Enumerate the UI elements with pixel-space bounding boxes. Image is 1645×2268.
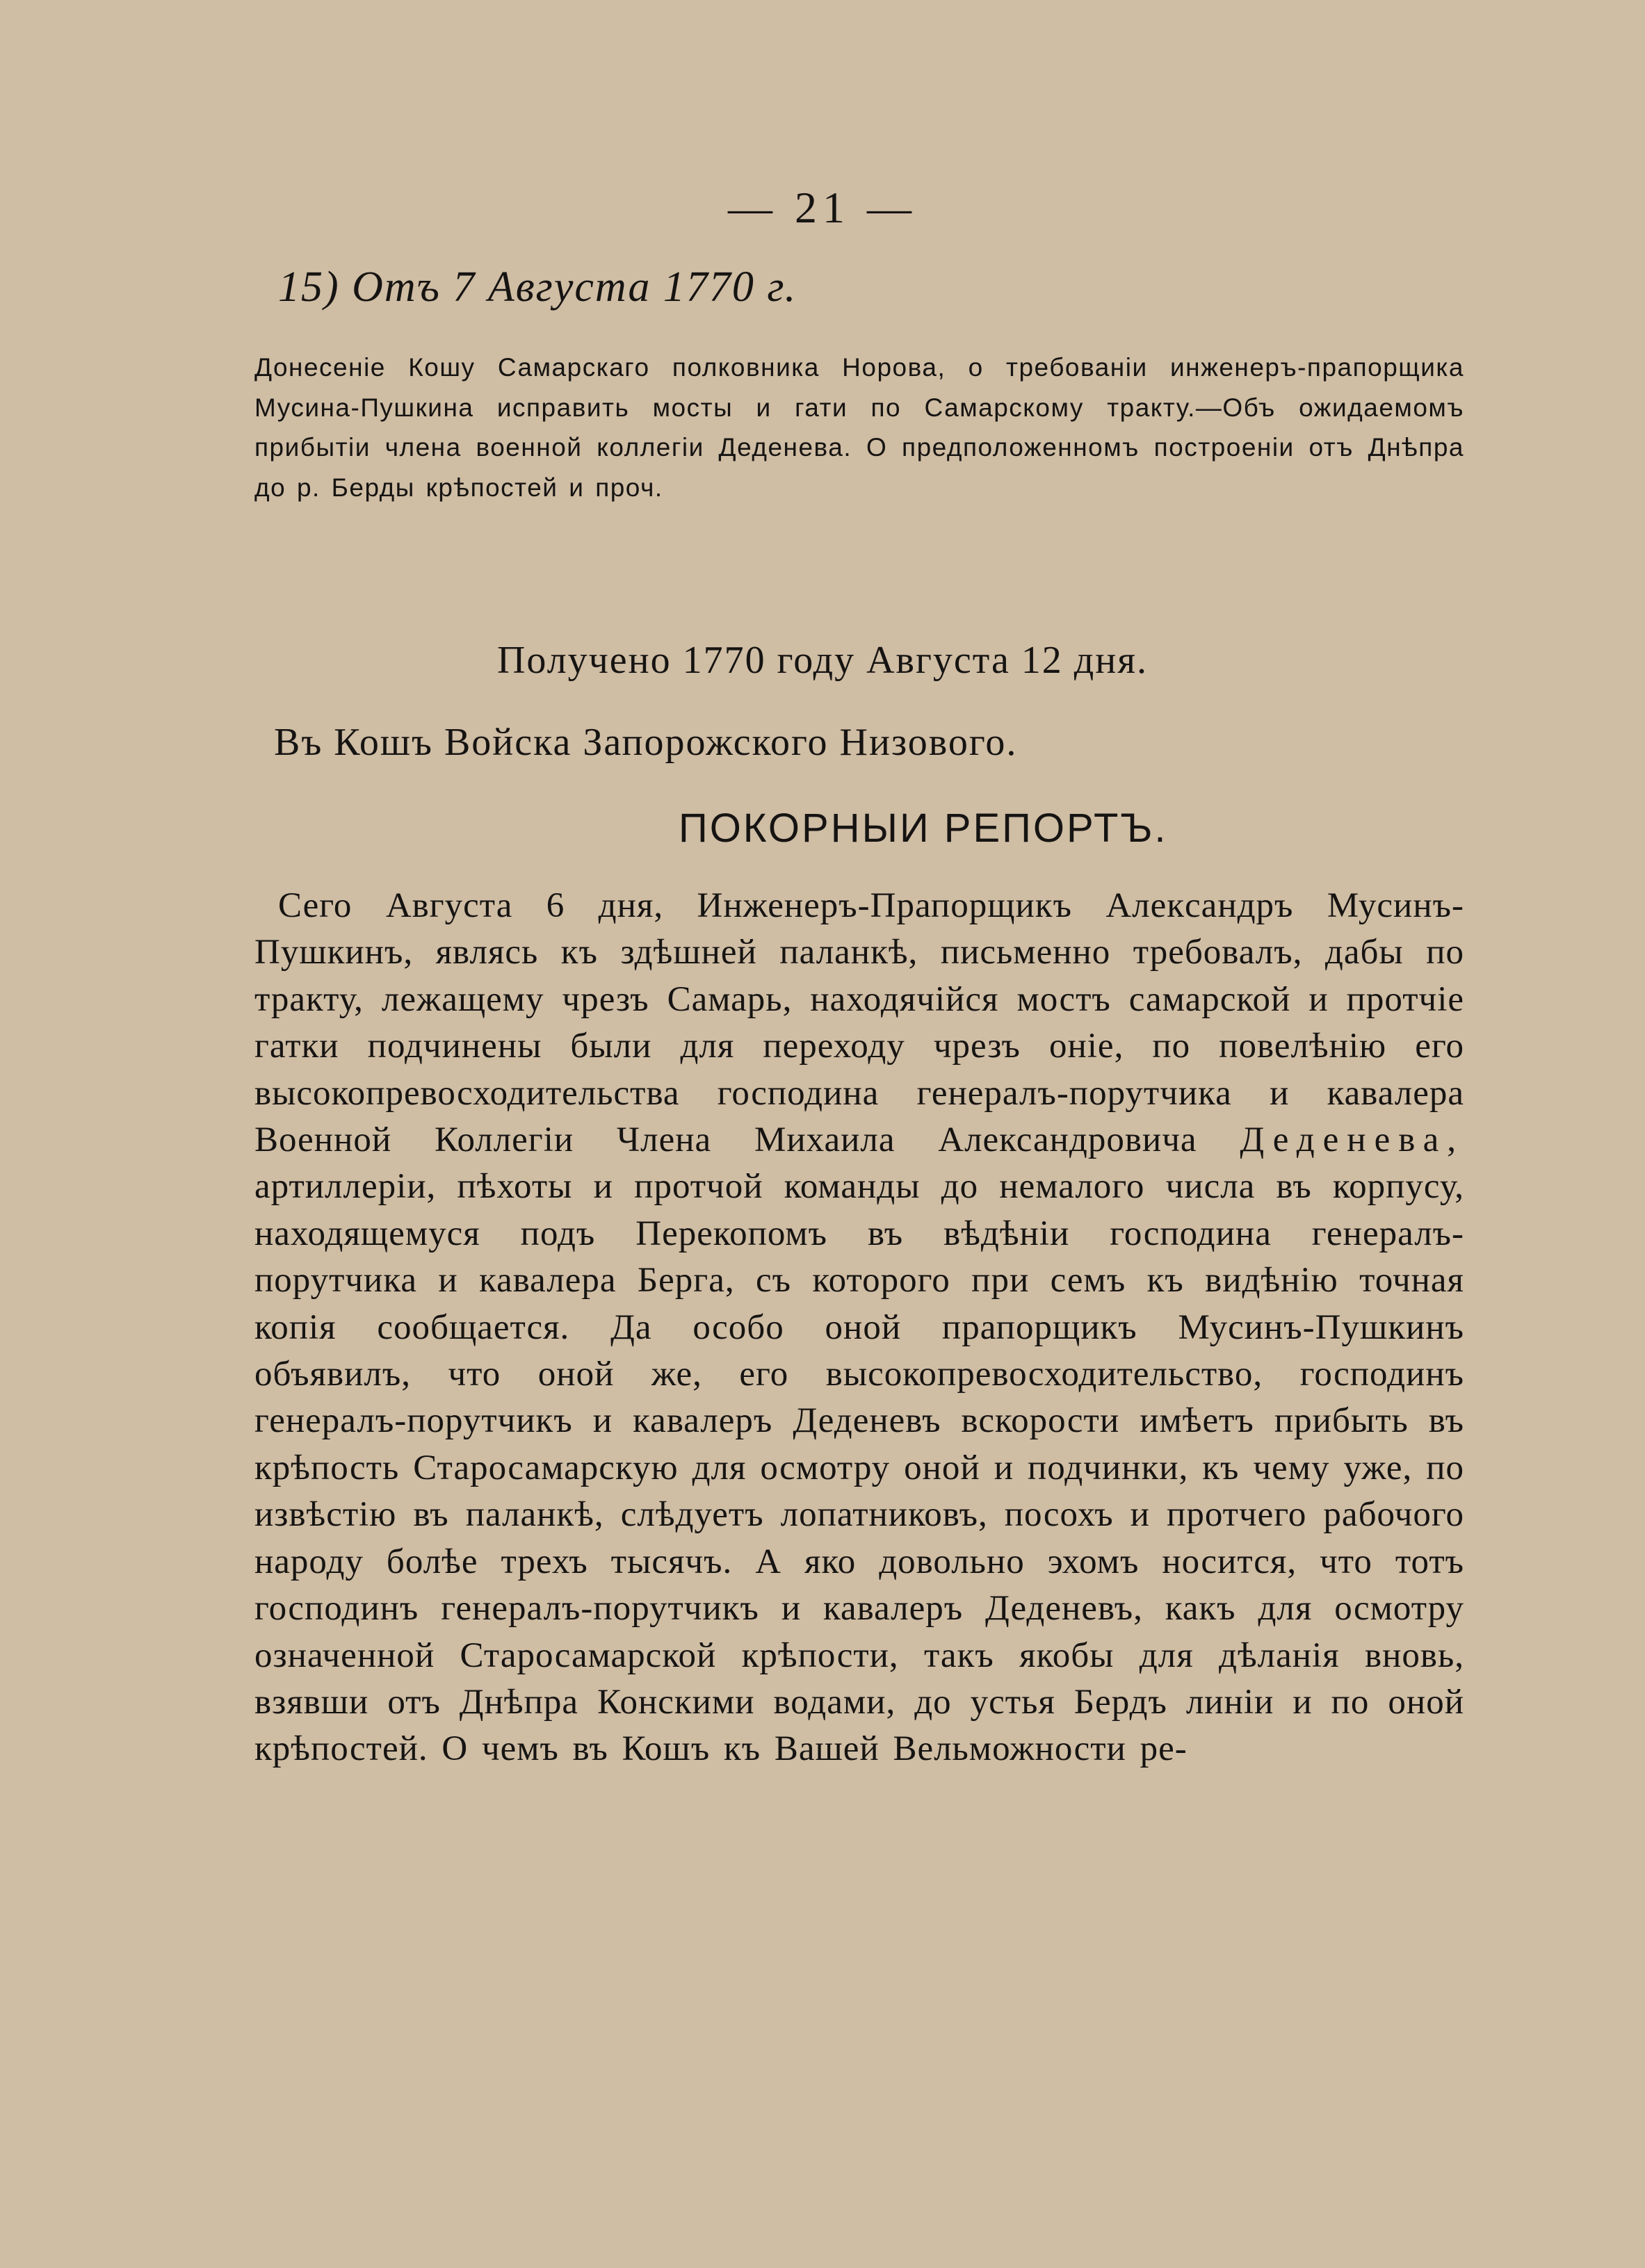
report-body	[254, 883, 1464, 1773]
addressee-line: Въ Кошъ Войска Запорожского Низового.	[274, 721, 1018, 764]
spaced-name: Деденева,	[1240, 1120, 1464, 1160]
report-title: ПОКОРНЫИ РЕПОРТЪ.	[679, 806, 1168, 851]
report-paragraph	[254, 883, 1464, 1773]
body-text-part-1: Сего Августа 6 дня, Инженеръ-Прапорщикъ Алекcандръ Мусинъ-Пушкинъ, являсь къ здѣшней паланкѣ, письменно требовалъ, дабы по тракту, лежащему чрезъ Самарь, находячійся мостъ самарской и протчіе гатки подчинены были для переходу чрезъ оніе, по повелѣнію его высокопревосходительства господина генералъ-порутчика и кавалера Военной Коллегіи Члена Михаила Александровича	[254, 886, 1464, 1160]
received-date-line: Получено 1770 году Августа 12 дня.	[496, 639, 1149, 682]
document-heading: 15) Отъ 7 Августа 1770 г.	[278, 263, 797, 311]
body-text-part-2: артиллеріи, пѣхоты и протчой команды до немалого числа въ корпусу, находящемуся подъ Перекопомъ въ вѣдѣніи господина генералъ-порутчика и кавалера Берга, съ которого при семъ къ видѣнію точная копія сообщается. Да особо оной прапорщикъ Мусинъ-Пушкинъ объявилъ, что оной же, его высокопревосходительство, господинъ генералъ-порутчикъ и кавалеръ Деденевъ вскорости имѣетъ прибыть въ крѣпость Старосамарскую для осмотру оной и подчинки, къ чему уже, по извѣстію въ паланкѣ, слѣдуетъ лопатниковъ, посохъ и протчего рабочого народу болѣе трехъ тысячъ. А яко довольно эхомъ носится, что тотъ господинъ генералъ-порутчикъ и кавалеръ Деденевъ, какъ для осмотру означенной Старосамарской крѣпости, такъ якобы для дѣланія вновь, взявши отъ Днѣпра Конскими водами, до устья Бердъ линіи и по оной крѣпостей. О чемъ въ Кошъ къ Вашей Вельможности ре-	[254, 1167, 1464, 1769]
page-number: — 21 —	[728, 183, 917, 232]
document-summary: Донесеніе Кошу Самарскаго полковника Норова, о требованіи инженеръ-прапорщика Мусина-Пушкина исправить мосты и гати по Самарскому тракту.—Объ ожидаемомъ прибытіи члена военной коллегіи Деденева. О предположенномъ построеніи отъ Днѣпра до р. Берды крѣпостей и проч.	[254, 353, 1464, 502]
